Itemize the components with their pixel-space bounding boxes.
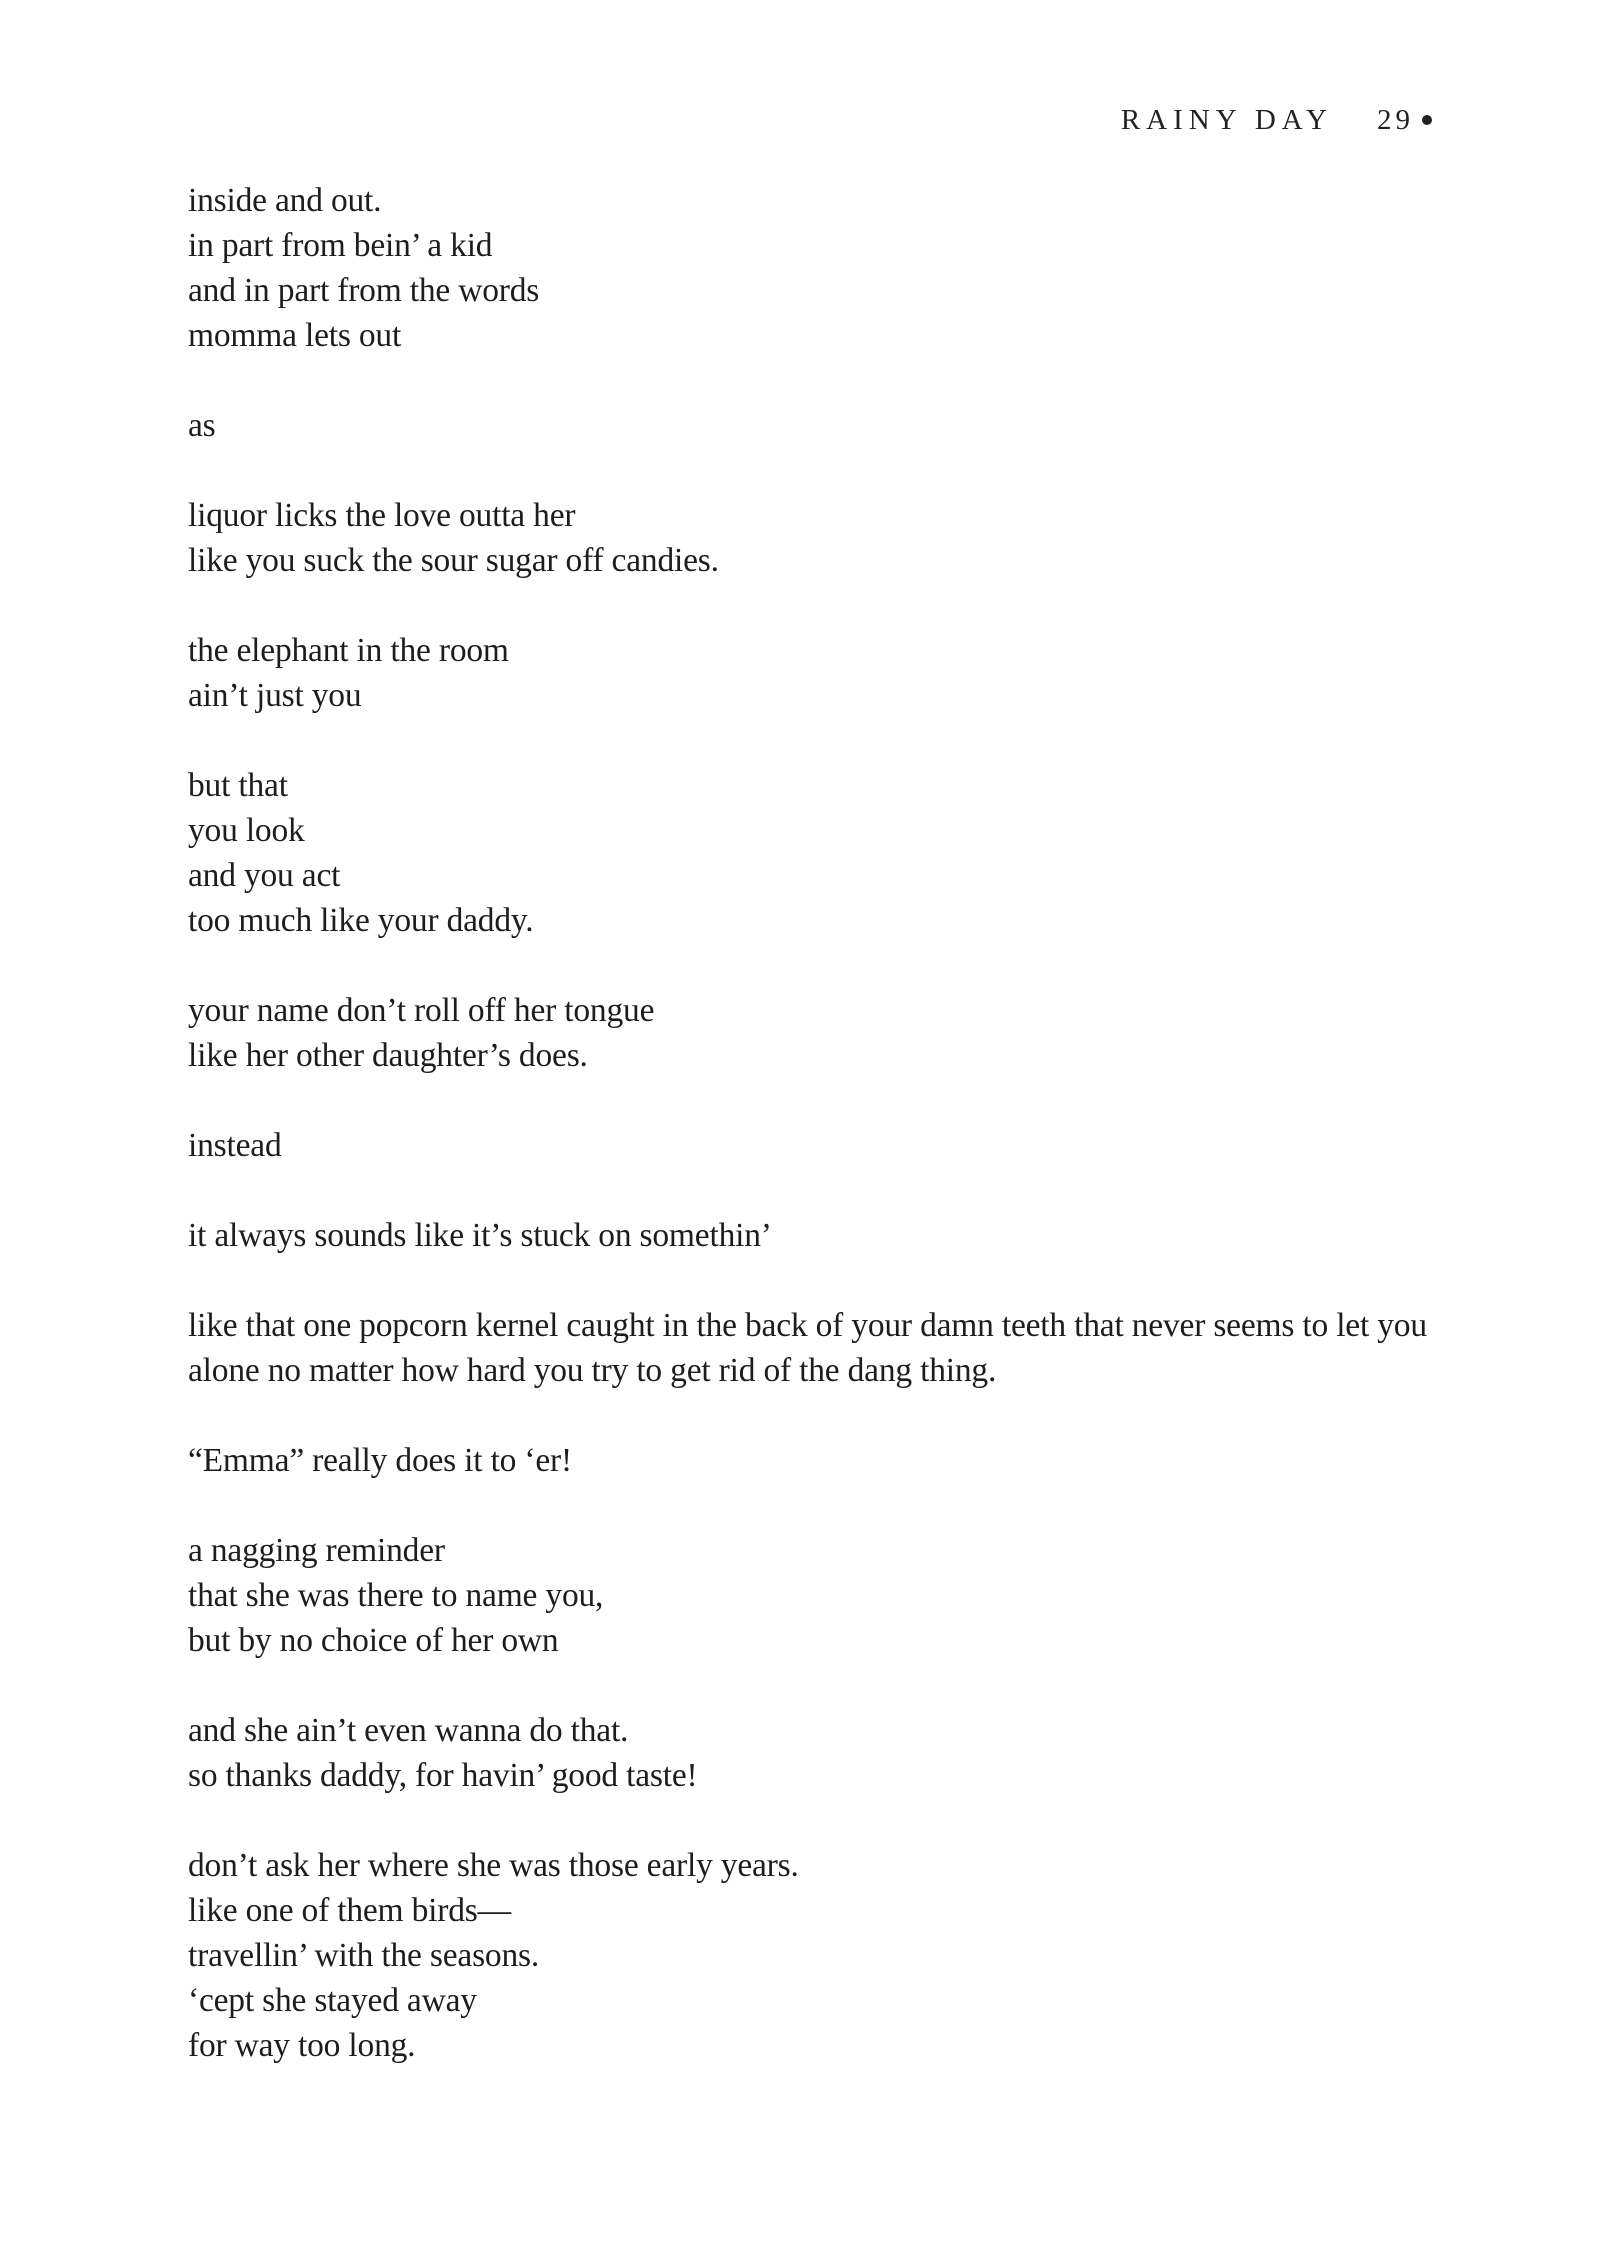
poem-line: inside and out. (188, 182, 382, 219)
poem-line: don’t ask her where she was those early years. (188, 1847, 799, 1884)
poem-line: like one of them birds— (188, 1892, 511, 1929)
page-number: 29 (1377, 104, 1414, 136)
poem-line: instead (188, 1127, 282, 1164)
poem-line: you look (188, 812, 305, 849)
poem-line: and she ain’t even wanna do that. (188, 1712, 629, 1749)
poem-line: and in part from the words (188, 272, 540, 309)
poem-line: your name don’t roll off her tongue (188, 992, 655, 1029)
poem-line: ‘cept she stayed away (188, 1982, 477, 2019)
poem-line: like that one popcorn kernel caught in the back of your damn teeth that never seems to let you alone no matter how hard you try to get rid of the dang thing. (188, 1307, 1427, 1389)
poem-line: and you act (188, 857, 341, 894)
poem-line: so thanks daddy, for havin’ good taste! (188, 1757, 698, 1794)
poem-line: it always sounds like it’s stuck on somethin’ (188, 1217, 772, 1254)
poem-line: momma lets out (188, 317, 402, 354)
stanza (188, 1708, 1448, 1798)
stanza (188, 1213, 1448, 1258)
poem-line: the elephant in the room (188, 632, 509, 669)
poem-body (188, 178, 1448, 2113)
poem-line: too much like your daddy. (188, 902, 534, 939)
stanza (188, 1438, 1448, 1483)
stanza (188, 1303, 1448, 1393)
stanza (188, 493, 1448, 583)
stanza (188, 403, 1448, 448)
poem-line: a nagging reminder (188, 1532, 445, 1569)
poem-line: but by no choice of her own (188, 1622, 559, 1659)
poem-line: ain’t just you (188, 677, 362, 714)
poem-line: like her other daughter’s does. (188, 1037, 588, 1074)
poem-line: as (188, 407, 216, 444)
stanza (188, 1843, 1448, 2068)
stanza (188, 178, 1448, 358)
stanza (188, 1123, 1448, 1168)
stanza (188, 763, 1448, 943)
stanza (188, 628, 1448, 718)
stanza (188, 988, 1448, 1078)
running-head (1121, 104, 1432, 144)
poem-line: in part from bein’ a kid (188, 227, 493, 264)
poem-line: that she was there to name you, (188, 1577, 604, 1614)
bullet-icon (1422, 115, 1432, 125)
poem-line: liquor licks the love outta her (188, 497, 576, 534)
poem-line: “Emma” really does it to ‘er! (188, 1442, 572, 1479)
poem-line: like you suck the sour sugar off candies. (188, 542, 719, 579)
poem-line: travellin’ with the seasons. (188, 1937, 540, 1974)
running-title: RAINY DAY (1120, 104, 1333, 136)
poem-line: but that (188, 767, 288, 804)
poem-line: for way too long. (188, 2027, 416, 2064)
stanza (188, 1528, 1448, 1663)
